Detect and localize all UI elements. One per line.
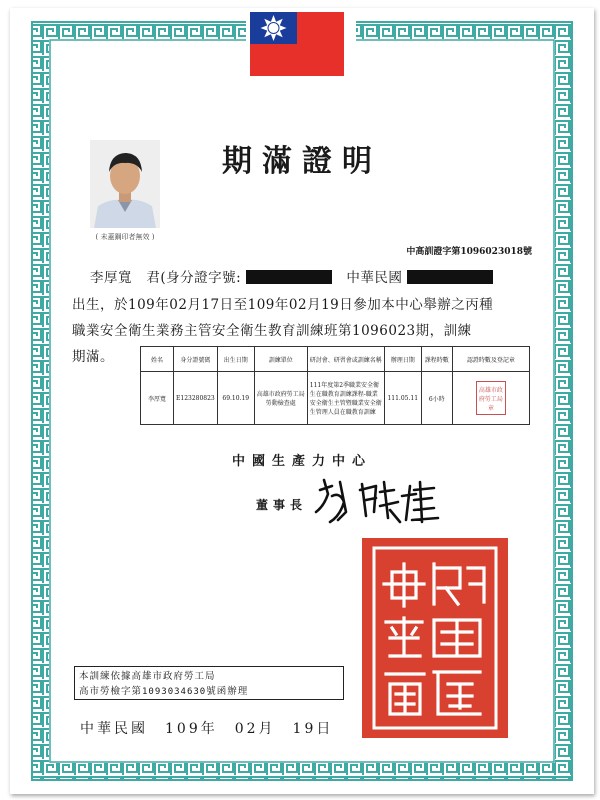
basis-suffix: 號函辦理 <box>206 686 249 697</box>
basis-line <box>79 684 339 700</box>
table-row <box>141 372 530 425</box>
table-header: 姓名 <box>141 347 174 372</box>
table-header-row <box>141 347 530 372</box>
flag-icon <box>250 12 344 76</box>
table-header: 課程時數 <box>421 347 452 372</box>
table-cell-stamp <box>452 372 529 425</box>
id-label: 君(身分證字號: <box>146 270 242 286</box>
verification-stamp: 高雄市政府勞工局章 <box>476 381 506 415</box>
issue-date: 中華民國 109年 02月 19日 <box>80 721 334 737</box>
id-photo <box>90 140 160 228</box>
redacted-birthdate <box>407 270 493 284</box>
training-record-table <box>140 346 530 425</box>
redacted-id <box>246 270 332 284</box>
table-cell: E123280823 <box>174 372 218 425</box>
table-cell: 高雄市政府勞工局勞動檢查處 <box>254 372 307 425</box>
body-line: 職業安全衛生業務主管安全衛生教育訓練班第1096023期，訓練 <box>72 323 472 339</box>
table-cell: 111.05.11 <box>384 372 421 425</box>
body-line: 期滿。 <box>72 349 114 365</box>
table-cell: 李厚寬 <box>141 372 174 425</box>
recipient-line <box>90 266 540 286</box>
recipient-name: 李厚寬 <box>90 270 132 286</box>
certificate-title: 期滿證明 <box>222 144 382 179</box>
basis-line: 本訓練依據高雄市政府勞工局 <box>79 671 216 682</box>
table-cell: 111年度第2季職業安全衛生在職教育訓練課程-職業安全衛生主管暨職業安全衛生管理人員在職教育訓練 <box>307 372 384 425</box>
basis-prefix: 高市勞檢字第 <box>79 686 143 697</box>
table-cell: 6小時 <box>421 372 452 425</box>
legal-basis-box <box>74 666 344 700</box>
body-line: 出生，於109年02月17日至109年02月19日參加本中心舉辦之丙種 <box>72 297 494 313</box>
chairman-label: 董事長 <box>256 498 308 512</box>
table-header: 認證時數及登記章 <box>452 347 529 372</box>
official-seal-icon <box>362 538 508 738</box>
table-header: 身分證號碼 <box>174 347 218 372</box>
table-header: 出生日期 <box>217 347 254 372</box>
birth-era: 中華民國 <box>346 270 403 286</box>
table-header: 研討會、研習會或訓練名稱 <box>307 347 384 372</box>
basis-number: 1093034630 <box>142 687 207 697</box>
certificate-number: 中高訓證字第1096023018號 <box>406 247 532 257</box>
certificate-page <box>10 8 594 794</box>
table-header: 訓練單位 <box>254 347 307 372</box>
signature-icon <box>310 472 460 530</box>
issuing-organization: 中國生產力中心 <box>231 454 372 469</box>
table-cell: 69.10.19 <box>217 372 254 425</box>
photo-caption: ( 未蓋鋼印者無效 ) <box>95 233 155 241</box>
table-header: 辦理日期 <box>384 347 421 372</box>
